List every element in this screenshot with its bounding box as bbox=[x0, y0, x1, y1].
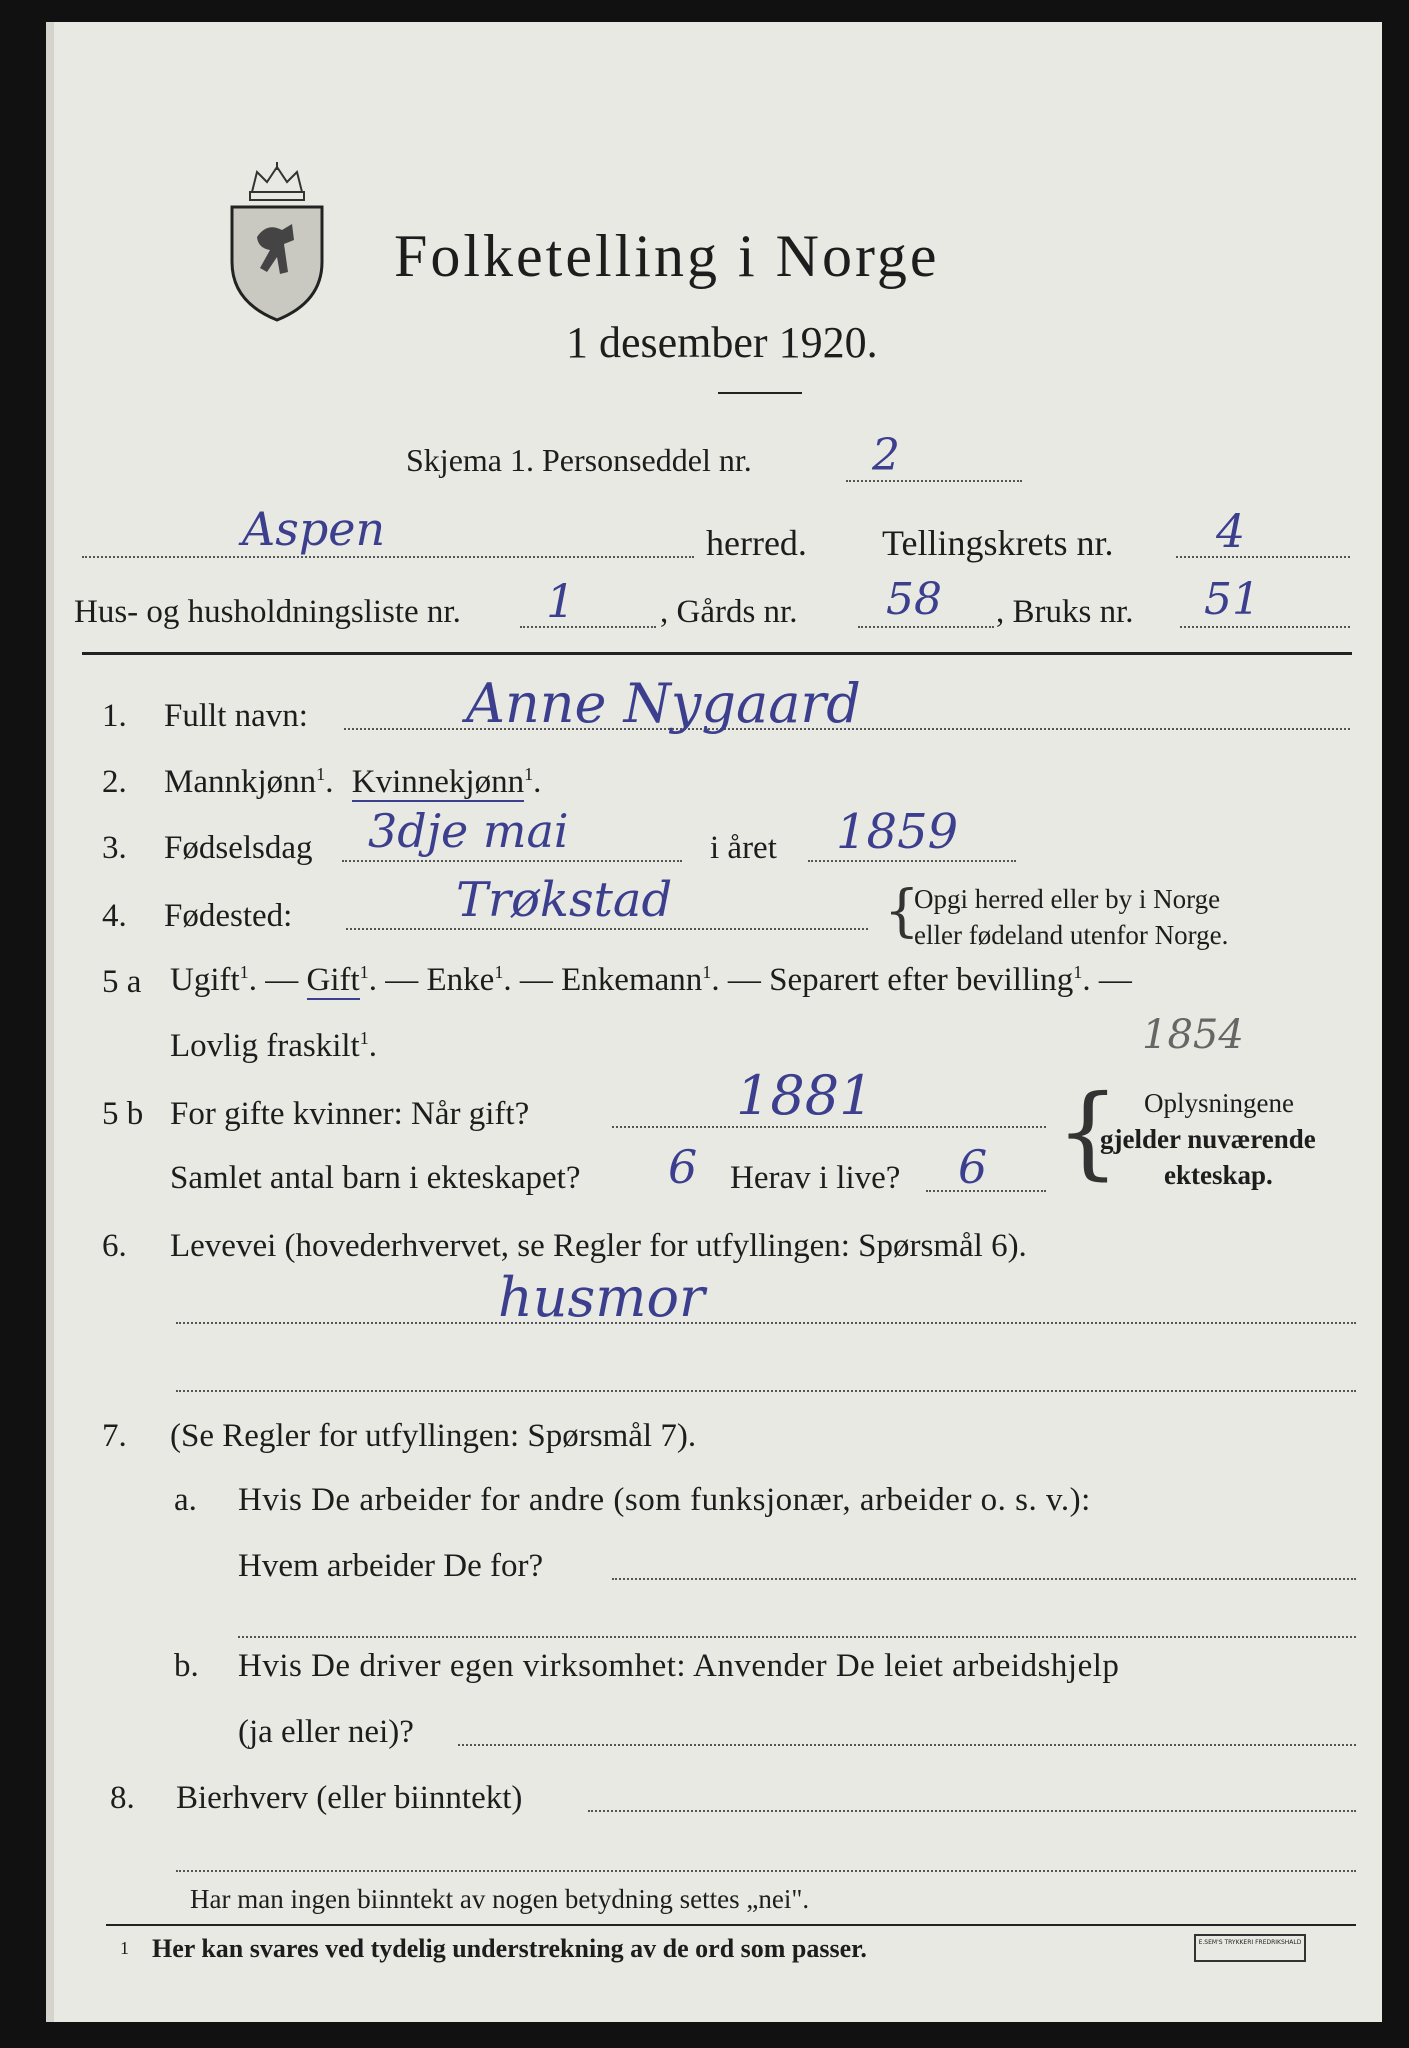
q5a-separert: Separert efter bevilling bbox=[769, 962, 1074, 998]
footnote-text: Her kan svares ved tydelig understrekning av de ord som passer. bbox=[152, 1934, 867, 1963]
q2-number: 2. bbox=[102, 764, 127, 800]
q8-line-2 bbox=[176, 1870, 1356, 1872]
q1-number: 1. bbox=[102, 698, 127, 734]
q1-label: Fullt navn: bbox=[164, 698, 308, 734]
q4-note-1: Opgi herred eller by i Norge bbox=[914, 884, 1221, 914]
personseddel-nr-value: 2 bbox=[872, 430, 900, 481]
q6-value: husmor bbox=[498, 1266, 705, 1329]
q4-value: Trøkstad bbox=[456, 872, 673, 928]
q8-label: Bierhverv (eller biinntekt) bbox=[176, 1780, 523, 1816]
q7a-text: Hvis De arbeider for andre (som funksjonær, arbeider o. s. v.): bbox=[238, 1482, 1091, 1518]
q2-female: Kvinnekjønn bbox=[351, 764, 525, 800]
q5a-gift: Gift bbox=[306, 962, 360, 998]
q5b-brace: { bbox=[1056, 1073, 1120, 1190]
footnote-rule bbox=[106, 1924, 1356, 1926]
q6-line-1 bbox=[176, 1322, 1356, 1324]
q5a-number: 5 a bbox=[102, 964, 142, 1000]
q4-note-2: eller fødeland utenfor Norge. bbox=[914, 920, 1229, 950]
coat-of-arms-icon bbox=[222, 162, 332, 322]
herred-line bbox=[82, 556, 694, 558]
printer-stamp-text: E.SEM'S TRYKKERI FREDRIKSHALD bbox=[1198, 1939, 1302, 1946]
gards-line bbox=[858, 626, 994, 628]
q5b-note-1: Oplysningene bbox=[1144, 1088, 1294, 1118]
q2-male-sup: 1 bbox=[316, 764, 326, 784]
q3-year-line bbox=[808, 860, 1016, 862]
tellingskrets-value: 4 bbox=[1216, 504, 1246, 558]
paper-edge bbox=[46, 22, 54, 2022]
bruks-value: 51 bbox=[1204, 574, 1260, 625]
q5a-fraskilt: Lovlig fraskilt$^1$. bbox=[170, 1028, 378, 1064]
q2-male: Mannkjønn bbox=[164, 764, 317, 800]
q4-line bbox=[346, 928, 868, 930]
q6-line-2 bbox=[176, 1390, 1356, 1392]
herred-label: herred. bbox=[706, 523, 807, 563]
form-title: Folketelling i Norge bbox=[394, 223, 940, 289]
hus-value: 1 bbox=[546, 574, 576, 628]
q5a-annotation: 1854 bbox=[1142, 1012, 1244, 1058]
q5a-ugift: Ugift bbox=[170, 962, 240, 998]
q5a-enke: Enke bbox=[426, 962, 495, 998]
q5b-number: 5 b bbox=[102, 1096, 144, 1132]
hus-line bbox=[520, 626, 656, 628]
q7b-line bbox=[458, 1744, 1356, 1746]
gards-value: 58 bbox=[886, 574, 942, 625]
q4-brace: { bbox=[884, 879, 920, 944]
q2-options: Mannkjønn$^1$. Kvinnekjønn$^1$. bbox=[164, 764, 542, 800]
q5b-barn-value: 6 bbox=[668, 1140, 698, 1194]
q7a-line-2 bbox=[238, 1636, 1356, 1638]
q5a-options: Ugift$^1$. — Gift$^1$. — Enke$^1$. — Enkemann$^1$. — Separert efter bevilling$^1$. — bbox=[170, 962, 1132, 998]
tellingskrets-line bbox=[1176, 556, 1350, 558]
tellingskrets-label: Tellingskrets nr. bbox=[882, 523, 1114, 563]
q5b-live-line bbox=[926, 1190, 1046, 1192]
q5b-note-2: gjelder nuværende bbox=[1100, 1124, 1316, 1154]
q7a-line-1 bbox=[612, 1578, 1356, 1580]
herred-value: Aspen bbox=[242, 502, 386, 556]
form-date: 1 desember 1920. bbox=[566, 318, 878, 367]
q8-line-1 bbox=[588, 1810, 1356, 1812]
hus-label: Hus- og husholdningsliste nr. bbox=[74, 594, 461, 630]
q3-label: Fødselsdag bbox=[164, 830, 313, 866]
q4-label: Fødested: bbox=[164, 898, 293, 934]
footnote-mark: 1 bbox=[120, 1938, 129, 1958]
gards-label: , Gårds nr. bbox=[660, 594, 798, 630]
q7a-question: Hvem arbeider De for? bbox=[238, 1548, 544, 1584]
q5b-live-value: 6 bbox=[958, 1140, 988, 1194]
q7b-question: (ja eller nei)? bbox=[238, 1714, 414, 1750]
q7b-text: Hvis De driver egen virksomhet: Anvender De leiet arbeidshjelp bbox=[238, 1648, 1120, 1684]
q5b-gift-value: 1881 bbox=[736, 1064, 874, 1127]
q3-day-line bbox=[342, 860, 682, 862]
q2-female-sup: 1 bbox=[524, 764, 534, 784]
q6-number: 6. bbox=[102, 1228, 127, 1264]
q5b-note-3: ekteskap. bbox=[1164, 1160, 1273, 1190]
q7a-letter: a. bbox=[174, 1482, 197, 1518]
q3-year-label: i året bbox=[710, 830, 777, 866]
nei-note: Har man ingen biinntekt av nogen betydning settes „nei". bbox=[190, 1884, 810, 1914]
q5a-enkemann: Enkemann bbox=[561, 962, 703, 998]
bruks-line bbox=[1180, 626, 1350, 628]
q5b-live-label: Herav i live? bbox=[730, 1160, 901, 1196]
header-rule bbox=[82, 652, 1352, 655]
printer-stamp bbox=[1194, 1934, 1306, 1962]
q4-number: 4. bbox=[102, 898, 127, 934]
q5b-barn-label: Samlet antal barn i ekteskapet? bbox=[170, 1160, 581, 1196]
bruks-label: , Bruks nr. bbox=[996, 594, 1134, 630]
q3-number: 3. bbox=[102, 830, 127, 866]
q1-value: Anne Nygaard bbox=[466, 672, 861, 735]
q6-label: Levevei (hovederhvervet, se Regler for utfyllingen: Spørsmål 6). bbox=[170, 1228, 1027, 1264]
q7-label: (Se Regler for utfyllingen: Spørsmål 7). bbox=[170, 1418, 697, 1454]
skjema-label: Skjema 1. Personseddel nr. bbox=[406, 442, 752, 478]
census-form-sheet bbox=[46, 22, 1382, 2022]
q7-number: 7. bbox=[102, 1418, 127, 1454]
q3-day-value: 3dje mai bbox=[368, 804, 569, 858]
q7b-letter: b. bbox=[174, 1648, 199, 1684]
q3-year-value: 1859 bbox=[836, 804, 959, 860]
q8-number: 8. bbox=[110, 1780, 135, 1816]
title-divider bbox=[718, 392, 802, 394]
q5b-label: For gifte kvinner: Når gift? bbox=[170, 1096, 530, 1132]
